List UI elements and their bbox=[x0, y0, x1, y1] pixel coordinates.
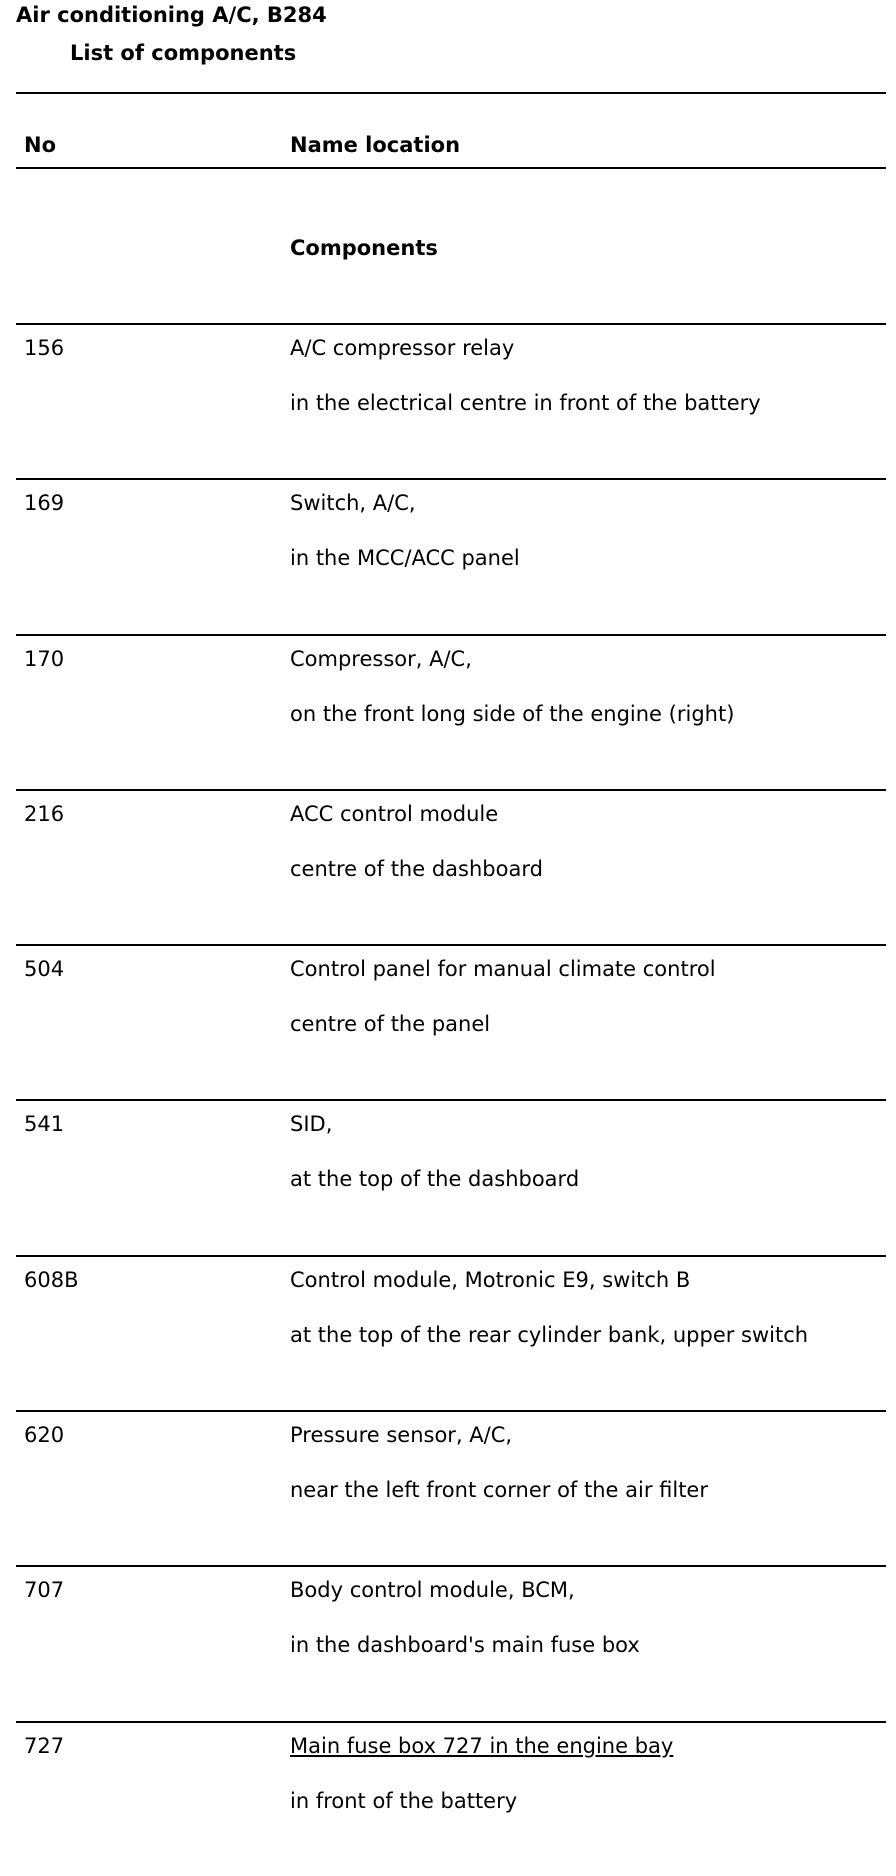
component-location: in the electrical centre in front of the battery bbox=[290, 391, 761, 415]
component-location: in the dashboard's main fuse box bbox=[290, 1633, 640, 1658]
table-row bbox=[0, 478, 896, 633]
row-divider bbox=[16, 1099, 886, 1101]
row-divider bbox=[16, 1410, 886, 1412]
component-number: 541 bbox=[24, 1112, 65, 1137]
component-number: 707 bbox=[24, 1578, 65, 1603]
component-number: 169 bbox=[24, 491, 65, 516]
component-name: Body control module, BCM, bbox=[290, 1578, 575, 1603]
section-title: Components bbox=[290, 236, 438, 260]
component-number: 216 bbox=[24, 801, 65, 826]
table-row bbox=[0, 1255, 896, 1410]
header-no: No bbox=[24, 133, 57, 157]
row-divider bbox=[16, 323, 886, 325]
component-name: Control panel for manual climate control bbox=[290, 957, 716, 982]
component-name: Compressor, A/C, bbox=[290, 646, 472, 671]
table-row bbox=[0, 1410, 896, 1565]
component-name: Control module, Motronic E9, switch B bbox=[290, 1267, 691, 1292]
component-number: 504 bbox=[24, 957, 65, 982]
component-number: 608B bbox=[24, 1267, 79, 1292]
row-divider bbox=[16, 944, 886, 946]
component-number: 156 bbox=[24, 336, 65, 360]
component-name-link[interactable]: Main fuse box 727 in the engine bay bbox=[290, 1733, 674, 1758]
table-row bbox=[0, 789, 896, 944]
component-location: in front of the battery bbox=[290, 1788, 518, 1813]
header-divider bbox=[16, 167, 886, 169]
component-name: A/C compressor relay bbox=[290, 336, 515, 360]
row-divider bbox=[16, 789, 886, 791]
page-title: Air conditioning A/C, B284 bbox=[16, 3, 327, 27]
component-location: at the top of the rear cylinder bank, upper switch bbox=[290, 1322, 809, 1347]
table-row bbox=[0, 944, 896, 1099]
table-row bbox=[0, 634, 896, 789]
header-name-location: Name location bbox=[290, 133, 461, 157]
row-divider bbox=[16, 634, 886, 636]
component-location: near the left front corner of the air filter bbox=[290, 1478, 708, 1503]
top-divider bbox=[16, 92, 886, 94]
component-number: 170 bbox=[24, 646, 65, 671]
component-number: 727 bbox=[24, 1733, 65, 1758]
component-name: Switch, A/C, bbox=[290, 491, 416, 516]
component-location: centre of the dashboard bbox=[290, 856, 543, 881]
component-location: on the front long side of the engine (right) bbox=[290, 701, 735, 726]
component-location: centre of the panel bbox=[290, 1012, 491, 1037]
row-divider bbox=[16, 478, 886, 480]
table-row bbox=[0, 1721, 896, 1876]
component-name: Pressure sensor, A/C, bbox=[290, 1423, 513, 1448]
component-name: SID, bbox=[290, 1112, 333, 1137]
row-divider bbox=[16, 1565, 886, 1567]
row-divider bbox=[16, 1721, 886, 1723]
component-number: 620 bbox=[24, 1423, 65, 1448]
table-row bbox=[0, 1565, 896, 1720]
row-divider bbox=[16, 1255, 886, 1257]
component-location: in the MCC/ACC panel bbox=[290, 546, 520, 571]
table-row bbox=[0, 323, 896, 478]
component-location: at the top of the dashboard bbox=[290, 1167, 580, 1192]
components-table bbox=[0, 323, 896, 1876]
page-subtitle: List of components bbox=[70, 41, 297, 65]
component-name: ACC control module bbox=[290, 801, 499, 826]
table-row bbox=[0, 1099, 896, 1254]
